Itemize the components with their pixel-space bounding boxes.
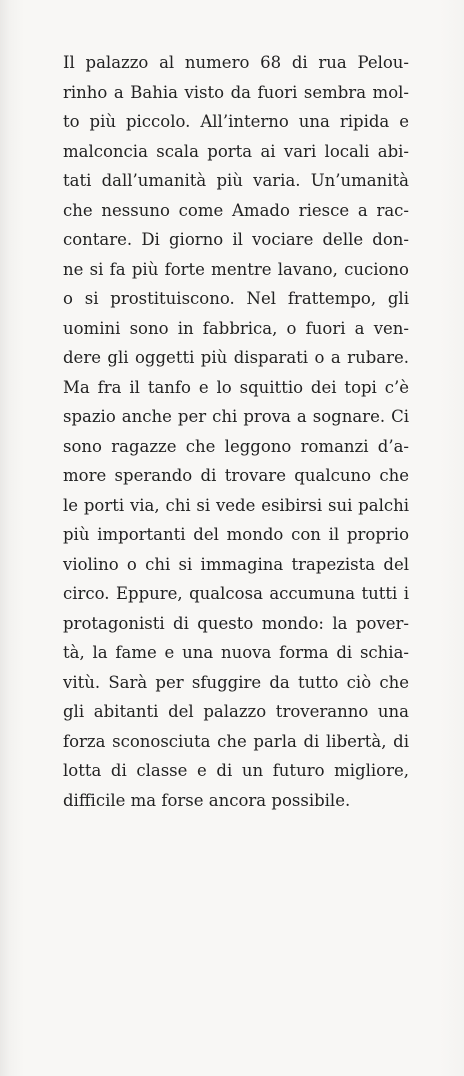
text-line: vitù. Sarà per sfuggire da tutto ciò che <box>63 672 409 692</box>
text-line: sono ragazze che leggono romanzi d’a- <box>63 436 409 456</box>
text-line: che nessuno come Amado riesce a rac- <box>63 200 409 220</box>
text-line: more sperando di trovare qualcuno che <box>63 466 409 485</box>
text-line-last: difficile ma forse ancora possibile. <box>63 790 351 810</box>
text-line: più importanti del mondo con il proprio <box>63 525 409 544</box>
text-line: Ma fra il tanfo e lo squittio dei topi c’è <box>63 377 409 397</box>
text-line: tà, la fame e una nuova forma di schia- <box>63 643 409 662</box>
text-line: ne si fa più forte mentre lavano, cuciono <box>63 259 409 279</box>
text-line: gli abitanti del palazzo troveranno una <box>63 702 409 721</box>
text-line: violino o chi si immagina trapezista del <box>63 554 409 574</box>
text-line: malconcia scala porta ai vari locali abi- <box>63 141 409 161</box>
text-line: o si prostituiscono. Nel frattempo, gli <box>63 289 409 308</box>
text-line: forza sconosciuta che parla di libertà, di <box>63 731 409 751</box>
text-line: tati dall’umanità più varia. Un’umanità <box>63 171 409 190</box>
text-line: uomini sono in fabbrica, o fuori a ven- <box>63 318 409 338</box>
body-paragraph <box>63 48 409 815</box>
text-line: spazio anche per chi prova a sognare. Ci <box>63 407 409 426</box>
text-line: to più piccolo. All’interno una ripida e <box>63 112 409 131</box>
text-line: rinho a Bahia visto da fuori sembra mol- <box>63 82 409 102</box>
text-line: lotta di classe e di un futuro migliore, <box>63 761 409 780</box>
text-line: Il palazzo al numero 68 di rua Pelou- <box>63 53 409 72</box>
text-line: dere gli oggetti più disparati o a rubare. <box>63 348 409 367</box>
text-line: contare. Di giorno il vociare delle don- <box>63 230 409 249</box>
text-line: circo. Eppure, qualcosa accumuna tutti i <box>63 584 409 603</box>
text-line: protagonisti di questo mondo: la pover- <box>63 613 409 633</box>
text-line: le porti via, chi si vede esibirsi sui palchi <box>63 495 409 515</box>
